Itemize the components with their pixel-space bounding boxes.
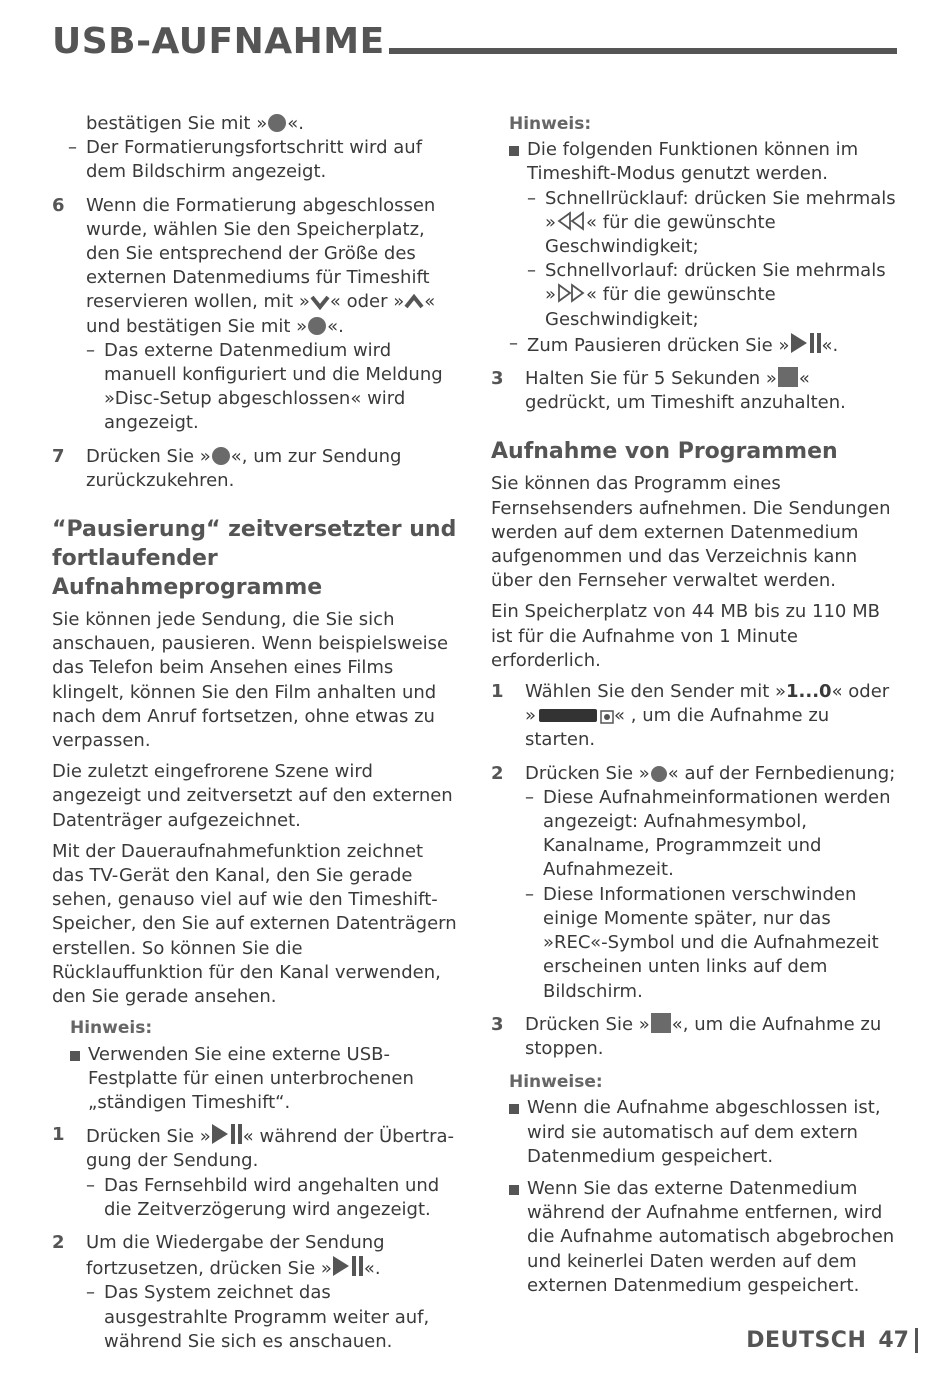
section-heading: “Pausierung“ zeitversetzter und fortlaufender Aufnahmeprogramme: [52, 517, 457, 601]
play-pause-icon: [211, 1123, 243, 1145]
step-7: [52, 445, 457, 493]
paragraph: Ein Speicherplatz von 44 MB bis zu 110 MB ist für die Aufnahme von 1 Minute erforderlich.: [491, 601, 880, 671]
page-title: USB-AUFNAHME: [52, 22, 389, 62]
step-text: Drücken Sie » «, um die Aufnahme zu stoppen.: [525, 1013, 882, 1059]
continued-text: bestätigen Sie mit » «.: [86, 113, 304, 134]
ok-button-icon: [268, 114, 286, 132]
step-number: 2: [491, 762, 504, 784]
step-dash: – Das System zeichnet das ausgestrahlte Programm weiter auf, während Sie sich es anschauen.: [86, 1281, 457, 1354]
step-2: [52, 1231, 457, 1354]
footer-language: DEUTSCH: [746, 1328, 867, 1353]
page-footer: [746, 1324, 918, 1358]
paragraph: Die zuletzt eingefrorene Szene wird angezeigt und zeitversetzt auf den externen Datenträger aufgezeichnet.: [52, 761, 453, 831]
step-3: [491, 367, 901, 415]
record-icon: [600, 710, 614, 724]
step-text: Halten Sie für 5 Sekunden » « gedrückt, um Timeshift anzuhalten.: [525, 368, 846, 414]
note-bullet: Wenn die Aufnahme abgeschlossen ist, wird sie automatisch auf dem extern Datenmedium gespeichert.: [491, 1096, 901, 1169]
step-text: Um die Wiedergabe der Sendung fortzusetzen, drücken Sie » «.: [86, 1231, 385, 1280]
note-heading: Hinweis:: [509, 114, 592, 134]
stop-icon: [778, 367, 798, 387]
remote-channel-button-icon: [539, 709, 597, 722]
step-number: 1: [491, 681, 504, 703]
step-1-record: [491, 680, 901, 753]
paragraph: Sie können das Programm eines Fernsehsenders aufnehmen. Die Sendungen werden auf dem externen Datenmedium aufgenommen und das Verzeichnis kann über den Fernseher verwaltet werden.: [491, 473, 891, 592]
paragraph: Sie können jede Sendung, die Sie sich anschauen, pausieren. Wenn beispielsweise das Telefon beim Ansehen eines Films klingelt, können Sie den Film anhalten und nach dem Anruf fortsetzen, ohne etwas zu verpassen.: [52, 609, 449, 752]
note-dash: – Schnellvorlauf: drücken Sie mehrmals » « für die gewünschte Geschwindigkeit;: [527, 259, 901, 332]
step-text: Drücken Sie » « während der Übertragung der Sendung.: [86, 1123, 457, 1173]
step-dash: – Diese Aufnahmeinformationen werden angezeigt: Aufnahmesymbol, Kanalname, Programmzeit und Aufnahmezeit.: [525, 786, 901, 883]
rewind-icon: [556, 211, 586, 231]
stop-icon: [651, 1013, 671, 1033]
step-dash: – Diese Informationen verschwinden einige Momente später, nur das »REC«-Symbol und die Aufnahmezeit erscheinen unten links auf dem Bildschirm.: [525, 883, 901, 1004]
note-bullet: Die folgenden Funktionen können im Timeshift-Modus genutzt werden.: [491, 138, 901, 186]
step-1: [52, 1123, 457, 1222]
step-dash: – Das Fernsehbild wird angehalten und die Zeitverzögerung wird angezeigt.: [86, 1174, 457, 1222]
step-2-record: [491, 762, 901, 1004]
play-pause-icon: [790, 332, 822, 354]
fast-forward-icon: [556, 283, 586, 303]
ok-button-icon: [651, 766, 667, 782]
step-6: [52, 194, 457, 436]
step-3-record: [491, 1013, 901, 1061]
right-column: [491, 112, 901, 1306]
paragraph: Mit der Daueraufnahmefunktion zeichnet das TV-Gerät den Kanal, den Sie gerade sehen, genauso viel auf wie den Timeshift-Speicher, den Sie auf externen Datenträgern erstellen. So können Sie die Rücklauffunktion für den Kanal verwenden, den Sie gerade ansehen.: [52, 840, 457, 1008]
note-dash-list: [491, 187, 901, 358]
step-text: Drücken Sie » « auf der Fernbedienung;: [525, 762, 896, 784]
step-number: 7: [52, 445, 65, 467]
page-header: [52, 14, 897, 70]
continued-dash: – Der Formatierungsfortschritt wird auf dem Bildschirm angezeigt.: [52, 136, 457, 184]
arrow-down-icon: [310, 294, 330, 310]
step-text: Wenn die Formatierung abgeschlossen wurde, wählen Sie den Speicherplatz, den Sie entsprechend der Größe des externen Datenmediums für Timeshift reservieren wollen, mit » « oder » « und bestätigen Sie mit » «.: [86, 194, 436, 337]
ok-button-icon: [212, 447, 230, 465]
note-heading: Hinweis:: [70, 1018, 153, 1039]
step-number: 2: [52, 1231, 65, 1253]
step-dash: – Das externe Datenmedium wird manuell konfiguriert und die Meldung »Disc-Setup abgeschlossen« wird angezeigt.: [86, 339, 457, 436]
note-dash: – Zum Pausieren drücken Sie » «.: [509, 332, 901, 358]
section-heading: Aufnahme von Programmen: [491, 439, 838, 465]
step-number: 3: [491, 368, 504, 390]
note-bullet: Verwenden Sie eine externe USB-Festplatte für einen unterbrochenen „ständigen Timeshift“.: [52, 1043, 457, 1116]
note-dash: – Schnellrücklauf: drücken Sie mehrmals » « für die gewünschte Geschwindigkeit;: [527, 187, 901, 260]
step-number: 3: [491, 1013, 504, 1035]
step-number: 6: [52, 194, 65, 216]
play-pause-icon: [332, 1255, 364, 1277]
number-keys: 1...0: [786, 681, 832, 703]
step-text: Wählen Sie den Sender mit »1...0« oder » « , um die Aufnahme zu starten.: [525, 681, 890, 751]
page-number: 47: [878, 1328, 918, 1353]
note-bullet: Wenn Sie das externe Datenmedium während der Aufnahme entfernen, wird die Aufnahme automatisch abgebrochen und keinerlei Daten werden auf dem externen Datenmedium gespeichert.: [491, 1177, 901, 1298]
arrow-up-icon: [404, 294, 424, 310]
step-text: Drücken Sie » «, um zur Sendung zurückzukehren.: [86, 445, 402, 491]
step-number: 1: [52, 1124, 65, 1146]
left-column: [52, 112, 457, 1363]
ok-button-icon: [308, 317, 326, 335]
notes-heading: Hinweise:: [509, 1072, 603, 1093]
